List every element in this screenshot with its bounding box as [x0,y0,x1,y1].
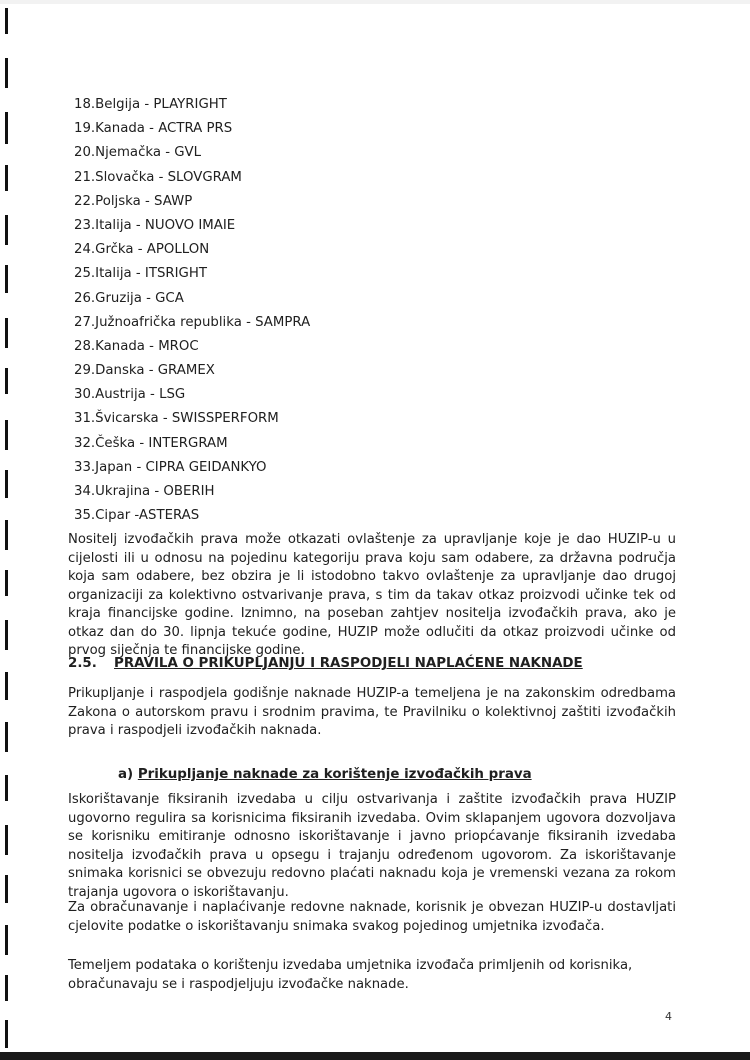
list-item: 28.Kanada - MROC [74,338,199,354]
list-item: 26.Gruzija - GCA [74,290,184,306]
subsection-heading [118,766,678,784]
list-item: 34.Ukrajina - OBERIH [74,484,215,499]
list-item: 23.Italija - NUOVO IMAIE [74,217,236,233]
list-item: 33.Japan - CIPRA GEIDANKYO [74,459,267,475]
scan-binding-marks [5,0,11,1050]
subsection-title: Prikupljanje naknade za korištenje izvođačkih prava [137,767,532,782]
organization-list [74,93,674,528]
list-item: 21.Slovačka - SLOVGRAM [74,169,242,185]
termination-paragraph: Nositelj izvođačkih prava može otkazati ovlaštenje za upravljanje koje je dao HUZIP-u u cijelosti ili u odnosu na pojedinu kategoriju prava koju sam odabere, za državna područja koja sam odabere, bez obzira je li istodobno takvo ovlaštenje za upravljanje dao drugoj organizaciji za kolektivno ostvarivanje prava, s tim da takav otkaz proizvodi učinke tek od kraja financijske godine. Iznimno, na poseban zahtjev nositelja izvođačkih prava, ako je otkaz dan do 30. lipnja tekuće godine, HUZIP može odlučiti da otkaz proizvodi učinke od prvog siječnja te financijske godine. [68,532,676,658]
list-item: 20.Njemačka - GVL [74,145,202,161]
list-item: 27.Južnoafrička republika - SAMPRA [74,314,311,330]
list-item: 24.Grčka - APOLLON [74,242,210,258]
scan-bottom-edge [0,1052,750,1060]
intro-paragraph: Prikupljanje i raspodjela godišnje naknade HUZIP-a temeljena je na zakonskim odredbama Zakona o autorskom pravu i srodnim pravima, te Pravilniku o kolektivnoj zaštiti izvođačkih prava i raspodjeli izvođačkih naknada. [68,686,676,738]
list-item: 29.Danska - GRAMEX [74,363,215,379]
section-heading [68,655,676,673]
list-item: 18.Belgija - PLAYRIGHT [74,97,227,112]
page-number: 4 [665,1010,672,1023]
list-item: 31.Švicarska - SWISSPERFORM [74,411,279,427]
section-number: 2.5. [68,656,97,671]
list-item: 25.Italija - ITSRIGHT [74,266,207,282]
list-item: 35.Cipar -ASTERAS [74,508,200,524]
list-item: 22.Poljska - SAWP [74,193,193,209]
scan-top-edge [0,0,750,4]
billing-paragraph: Za obračunavanje i naplaćivanje redovne naknade, korisnik je obvezan HUZIP-u dostavljati cjelovite podatke o iskorištavanju snimaka svakog pojedinog umjetnika izvođača. [68,900,676,934]
subsection-marker: a) [118,767,134,782]
list-item: 32.Češka - INTERGRAM [74,435,228,451]
usage-paragraph: Iskorištavanje fiksiranih izvedaba u cilju ostvarivanja i zaštite izvođačkih prava HUZIP ugovorno regulira sa korisnicima fiksiranih izvedaba. Ovim sklapanjem ugovora dozvoljava se korisniku emitiranje odnosno iskorištavanje i javno priopćavanje fiksiranih izvedaba nositelja izvođačkih prava u opsegu i trajanju određenom ugovorom. Za iskorištavanje snimaka korisnici se obvezuju redovno plaćati naknadu koja je vremenski vezana za rokom trajanja ugovora o iskorištavanju. [68,792,676,900]
list-item: 30.Austrija - LSG [74,387,186,403]
distribution-paragraph: Temeljem podataka o korištenju izvedaba umjetnika izvođača primljenih od korisnika, obračunavaju se i raspodjeljuju izvođačke naknade. [68,958,633,992]
list-item: 19.Kanada - ACTRA PRS [74,121,233,137]
section-title: PRAVILA O PRIKUPLJANJU I RASPODJELI NAPLAĆENE NAKNADE [114,656,583,671]
